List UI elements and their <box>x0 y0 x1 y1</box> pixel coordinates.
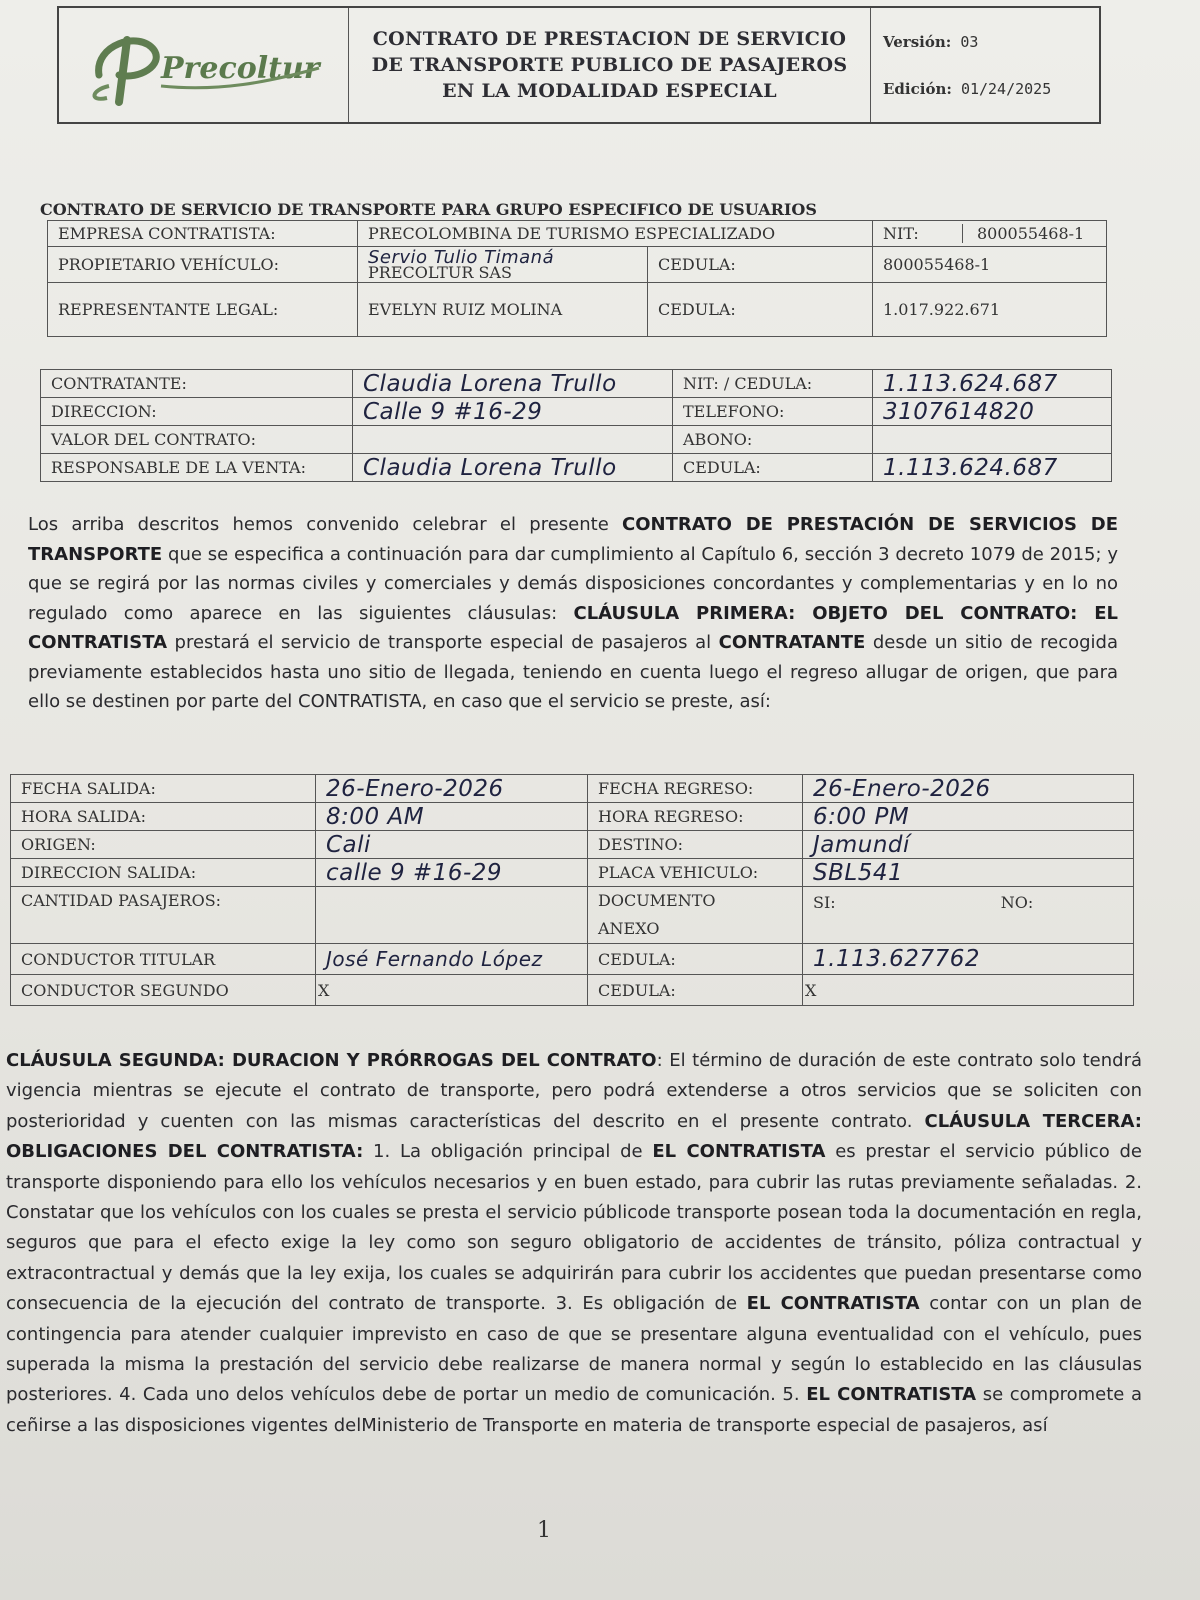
intro-bold-1: CONTRATO DE PRESTACIÓN DE SERVICIOS DE TRANSPORTE <box>28 514 1118 565</box>
destino-label: DESTINO: <box>588 831 803 859</box>
hora-salida-label: HORA SALIDA: <box>11 803 316 831</box>
clause-text-3: es prestar el servicio público de transporte disponiendo para ello los vehículos necesarios y en buen estado, para cubrir las rutas previamente señaladas. 2. Constatar que los vehículos con los cuales se presta el servicio públicode transporte posean toda la documentación en regla, seguros que para el efecto exige la ley como son seguro obligatorio de accidentes de tránsito, póliza contractual y extracontractual y demás que la ley exija, los cuales se adquirirán para cubrir los accidentes que puedan presentarse como consecuencia de la ejecución del contrato de transporte. 3. Es obligación de <box>6 1141 1142 1315</box>
destino-value: Jamundí <box>803 831 1134 859</box>
intro-bold-3: CONTRATANTE <box>718 632 866 653</box>
abono-value <box>873 426 1112 454</box>
anexo-label: ANEXO <box>598 919 660 938</box>
nit-value: 800055468-1 <box>977 224 1085 243</box>
direccion-value: Calle 9 #16-29 <box>353 398 673 426</box>
clauses-paragraph <box>6 1046 1142 1441</box>
contratante-label: CONTRATANTE: <box>41 370 353 398</box>
company-table <box>47 220 1107 337</box>
documento-anexo-cell <box>588 887 803 944</box>
telefono-label: TELEFONO: <box>673 398 873 426</box>
clause-bold-2: CLÁUSULA TERCERA: OBLIGACIONES DEL CONTRATISTA: <box>6 1110 1142 1163</box>
clause-bold-5: EL CONTRATISTA <box>806 1384 977 1406</box>
responsable-cedula: 1.113.624.687 <box>873 454 1112 482</box>
responsable-value: Claudia Lorena Trullo <box>353 454 673 482</box>
direccion-salida-label: DIRECCION SALIDA: <box>11 859 316 887</box>
intro-text-2: que se especifica a continuación para dar cumplimiento al Capítulo 6, sección 3 decreto 1079 de 2015; y que se regirá por las normas civiles y comerciales y demás disposiciones concordantes y complementarias y en lo no regulado como aparece en las siguientes cláusulas: <box>28 543 1118 624</box>
client-table <box>40 369 1112 482</box>
title-line-1: CONTRATO DE PRESTACION DE SERVICIO <box>372 28 847 50</box>
responsable-label: RESPONSABLE DE LA VENTA: <box>41 454 353 482</box>
clause-text-4: contar con un plan de contingencia para atender cualquier imprevisto en caso de que se presentare alguna eventualidad con el vehículo, pues superada la misma la prestación del servicio debe realizarse de manera normal y según lo establecido en las cláusulas posteriores. 4. Cada uno delos vehículos debe de portar un medio de comunicación. 5. <box>6 1293 1142 1406</box>
conductor-titular-value: José Fernando López <box>316 944 588 975</box>
conductor-segundo-label: CONDUCTOR SEGUNDO <box>11 975 316 1006</box>
propietario-hand: Servio Tulio Timaná <box>368 246 555 268</box>
direccion-salida-value: calle 9 #16-29 <box>316 859 588 887</box>
intro-text-4: desde un sitio de recogida previamente establecidos hasta uno sitio de llegada, teniendo en cuenta luego el regreso allugar de origen, que para ello se destinen por parte del CONTRATISTA, en caso que el servicio se preste, así: <box>28 632 1119 712</box>
representante-value: EVELYN RUIZ MOLINA <box>358 283 648 337</box>
conductor-segundo-value: X <box>316 975 588 1006</box>
origen-label: ORIGEN: <box>11 831 316 859</box>
si-no-cell <box>803 887 1134 944</box>
edition-value: 01/24/2025 <box>960 79 1052 98</box>
clause-text-2: 1. La obligación principal de <box>363 1141 653 1163</box>
svg-text:Precoltur: Precoltur <box>160 51 320 86</box>
empresa-value: PRECOLOMBINA DE TURISMO ESPECIALIZADO <box>358 221 873 247</box>
representante-label: REPRESENTANTE LEGAL: <box>48 283 358 337</box>
hora-regreso-label: HORA REGRESO: <box>588 803 803 831</box>
intro-bold-2: CLÁUSULA PRIMERA: OBJETO DEL CONTRATO: EL CONTRATISTA <box>28 602 1118 653</box>
cantidad-value <box>316 887 588 944</box>
nit-cedula-value: 1.113.624.687 <box>873 370 1112 398</box>
intro-text-1: Los arriba descritos hemos convenido celebrar el presente <box>28 514 623 535</box>
fecha-regreso-label: FECHA REGRESO: <box>588 775 803 803</box>
representante-cedula-label: CEDULA: <box>648 283 873 337</box>
title-line-3: EN LA MODALIDAD ESPECIAL <box>442 80 777 102</box>
cantidad-label: CANTIDAD PASAJEROS: <box>11 887 316 944</box>
nit-label: NIT: <box>873 224 963 243</box>
section-title: CONTRATO DE SERVICIO DE TRANSPORTE PARA GRUPO ESPECIFICO DE USUARIOS <box>40 200 817 219</box>
origen-value: Cali <box>316 831 588 859</box>
documento-label: DOCUMENTO <box>598 891 716 910</box>
logo-cell <box>59 8 349 122</box>
propietario-cedula: 800055468-1 <box>873 247 1107 283</box>
page-number: 1 <box>537 1518 551 1543</box>
no-label: NO: <box>1000 893 1034 912</box>
representante-cedula: 1.017.922.671 <box>873 283 1107 337</box>
clause-bold-1: CLÁUSULA SEGUNDA: DURACION Y PRÓRROGAS DEL CONTRATO <box>6 1050 657 1071</box>
version-label: Versión: <box>883 32 952 51</box>
clause-bold-3: EL CONTRATISTA <box>652 1141 826 1163</box>
version-value: 03 <box>960 32 979 51</box>
intro-text-3: prestará el servicio de transporte especial de pasajeros al <box>167 632 719 653</box>
placa-label: PLACA VEHICULO: <box>588 859 803 887</box>
hora-regreso-value: 6:00 PM <box>803 803 1134 831</box>
header-meta <box>871 8 1099 122</box>
clause-text-1: : El término de duración de este contrato solo tendrá vigencia mientras se ejecute el contrato de transporte, pero podrá extenderse a otros servicios que se soliciten con posterioridad y cuenten con las mismas características del descrito en el presente contrato. <box>6 1050 1143 1132</box>
placa-value: SBL541 <box>803 859 1134 887</box>
hora-salida-value: 8:00 AM <box>316 803 588 831</box>
contratante-value: Claudia Lorena Trullo <box>353 370 673 398</box>
conductor-titular-cedula: 1.113.627762 <box>803 944 1134 975</box>
title-line-2: DE TRANSPORTE PUBLICO DE PASAJEROS <box>371 54 848 76</box>
conductor-segundo-cedula-label: CEDULA: <box>588 975 803 1006</box>
valor-label: VALOR DEL CONTRATO: <box>41 426 353 454</box>
document-header <box>57 6 1101 124</box>
clause-bold-4: EL CONTRATISTA <box>746 1293 920 1315</box>
fecha-salida-value: 26-Enero-2026 <box>316 775 588 803</box>
empresa-label: EMPRESA CONTRATISTA: <box>48 221 358 247</box>
valor-value <box>353 426 673 454</box>
direccion-label: DIRECCION: <box>41 398 353 426</box>
intro-paragraph <box>28 510 1118 717</box>
fecha-salida-label: FECHA SALIDA: <box>11 775 316 803</box>
responsable-cedula-label: CEDULA: <box>673 454 873 482</box>
conductor-titular-label: CONDUCTOR TITULAR <box>11 944 316 975</box>
header-title <box>349 8 871 122</box>
conductor-titular-cedula-label: CEDULA: <box>588 944 803 975</box>
abono-label: ABONO: <box>673 426 873 454</box>
fecha-regreso-value: 26-Enero-2026 <box>803 775 1134 803</box>
si-label: SI: <box>813 893 836 912</box>
conductor-segundo-cedula: X <box>803 975 1134 1006</box>
precoltur-logo <box>79 20 329 110</box>
clause-text-5: se compromete a ceñirse a las disposiciones vigentes delMinisterio de Transporte en materia de transporte especial de pasajeros, así <box>6 1384 1142 1436</box>
propietario-label: PROPIETARIO VEHÍCULO: <box>48 247 358 283</box>
propietario-cedula-label: CEDULA: <box>648 247 873 283</box>
propietario-value: PRECOLTUR SAS <box>368 262 512 282</box>
telefono-value: 3107614820 <box>873 398 1112 426</box>
edition-label: Edición: <box>883 79 952 98</box>
nit-cedula-label: NIT: / CEDULA: <box>673 370 873 398</box>
trip-table <box>10 774 1134 1006</box>
